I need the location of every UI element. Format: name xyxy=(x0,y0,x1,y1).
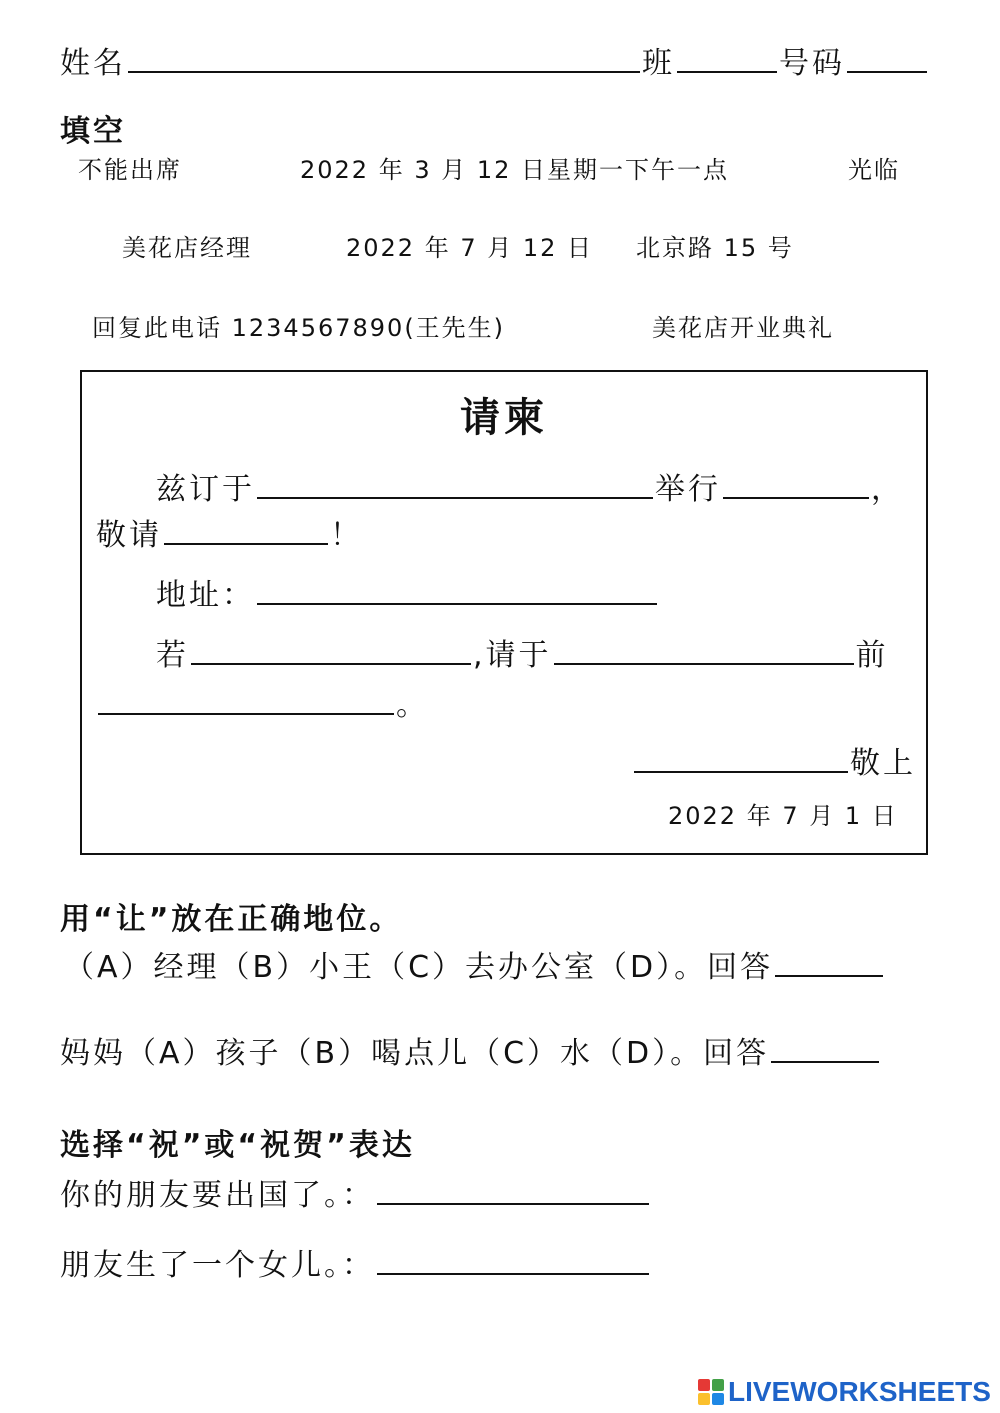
name-input[interactable] xyxy=(128,41,640,73)
invitation-text: 前 xyxy=(855,638,889,673)
answer-blank[interactable] xyxy=(377,1173,649,1205)
question-text: 妈妈（A）孩子（B）喝点儿（C）水（D）。回答 xyxy=(60,1036,770,1071)
header-line xyxy=(60,38,929,82)
invitation-text: 兹订于 xyxy=(156,472,255,507)
question-text: （A）经理（B）小王（C）去办公室（D）。回答 xyxy=(64,950,774,985)
please-blank[interactable] xyxy=(164,513,328,545)
invitation-text: ！ xyxy=(330,518,363,553)
signer-blank[interactable] xyxy=(634,741,848,773)
invitation-text: 敬请 xyxy=(96,518,162,553)
logo-square xyxy=(698,1379,710,1391)
liveworksheets-mark-icon xyxy=(698,1379,724,1405)
liveworksheets-logo xyxy=(698,1377,991,1407)
question-text: 朋友生了一个女儿。： xyxy=(60,1248,375,1283)
invitation-line-1 xyxy=(156,464,904,508)
section-title-zhu: 选择“祝”或“祝贺”表达 xyxy=(60,1128,415,1163)
section-title-fill: 填空 xyxy=(60,114,126,149)
invitation-line-5 xyxy=(96,680,429,724)
answer-blank[interactable] xyxy=(377,1243,649,1275)
event-blank[interactable] xyxy=(723,467,869,499)
invitation-line-4 xyxy=(156,630,889,674)
condition-blank[interactable] xyxy=(191,633,471,665)
deadline-blank[interactable] xyxy=(554,633,854,665)
invitation-title: 请柬 xyxy=(460,395,548,441)
address-blank[interactable] xyxy=(257,573,657,605)
logo-square xyxy=(698,1393,710,1405)
signoff-text: 敬上 xyxy=(850,746,916,781)
datetime-blank[interactable] xyxy=(257,467,653,499)
option-item: 不能出席 xyxy=(78,156,182,184)
option-item: 美花店经理 xyxy=(122,234,252,262)
option-item: 2022 年 3 月 12 日星期一下午一点 xyxy=(300,156,730,184)
section-title-rang: 用“让”放在正确地位。 xyxy=(60,902,403,937)
logo-square xyxy=(712,1393,724,1405)
brand-text: LIVEWORKSHEETS xyxy=(728,1376,991,1407)
option-item: 回复此电话 1234567890(王先生) xyxy=(92,314,506,342)
invitation-card xyxy=(80,370,928,855)
name-label: 姓名 xyxy=(60,46,126,81)
zhu-question-1 xyxy=(60,1170,651,1214)
class-label: 班 xyxy=(642,46,675,81)
question-text: 你的朋友要出国了。： xyxy=(60,1178,375,1213)
number-input[interactable] xyxy=(847,41,927,73)
invitation-line-2 xyxy=(96,510,363,554)
rang-question-1 xyxy=(64,942,885,986)
class-input[interactable] xyxy=(677,41,777,73)
invitation-text: 地址： xyxy=(156,578,255,613)
answer-blank[interactable] xyxy=(771,1031,879,1063)
reply-blank[interactable] xyxy=(98,683,394,715)
invitation-text: 若 xyxy=(156,638,189,673)
option-item: 北京路 15 号 xyxy=(636,234,794,262)
option-item: 光临 xyxy=(848,156,900,184)
invitation-date: 2022 年 7 月 1 日 xyxy=(668,802,898,830)
logo-square xyxy=(712,1379,724,1391)
number-label: 号码 xyxy=(779,46,845,81)
invitation-text: 举行 xyxy=(655,472,721,507)
invitation-text: 。 xyxy=(396,688,429,723)
answer-blank[interactable] xyxy=(775,945,883,977)
option-item: 2022 年 7 月 12 日 xyxy=(346,234,594,262)
signoff-line xyxy=(632,738,916,782)
invitation-text: ,请于 xyxy=(473,638,552,673)
option-item: 美花店开业典礼 xyxy=(652,314,834,342)
zhu-question-2 xyxy=(60,1240,651,1284)
rang-question-2 xyxy=(60,1028,881,1072)
invitation-line-3 xyxy=(156,570,659,614)
invitation-text: ， xyxy=(871,472,904,507)
